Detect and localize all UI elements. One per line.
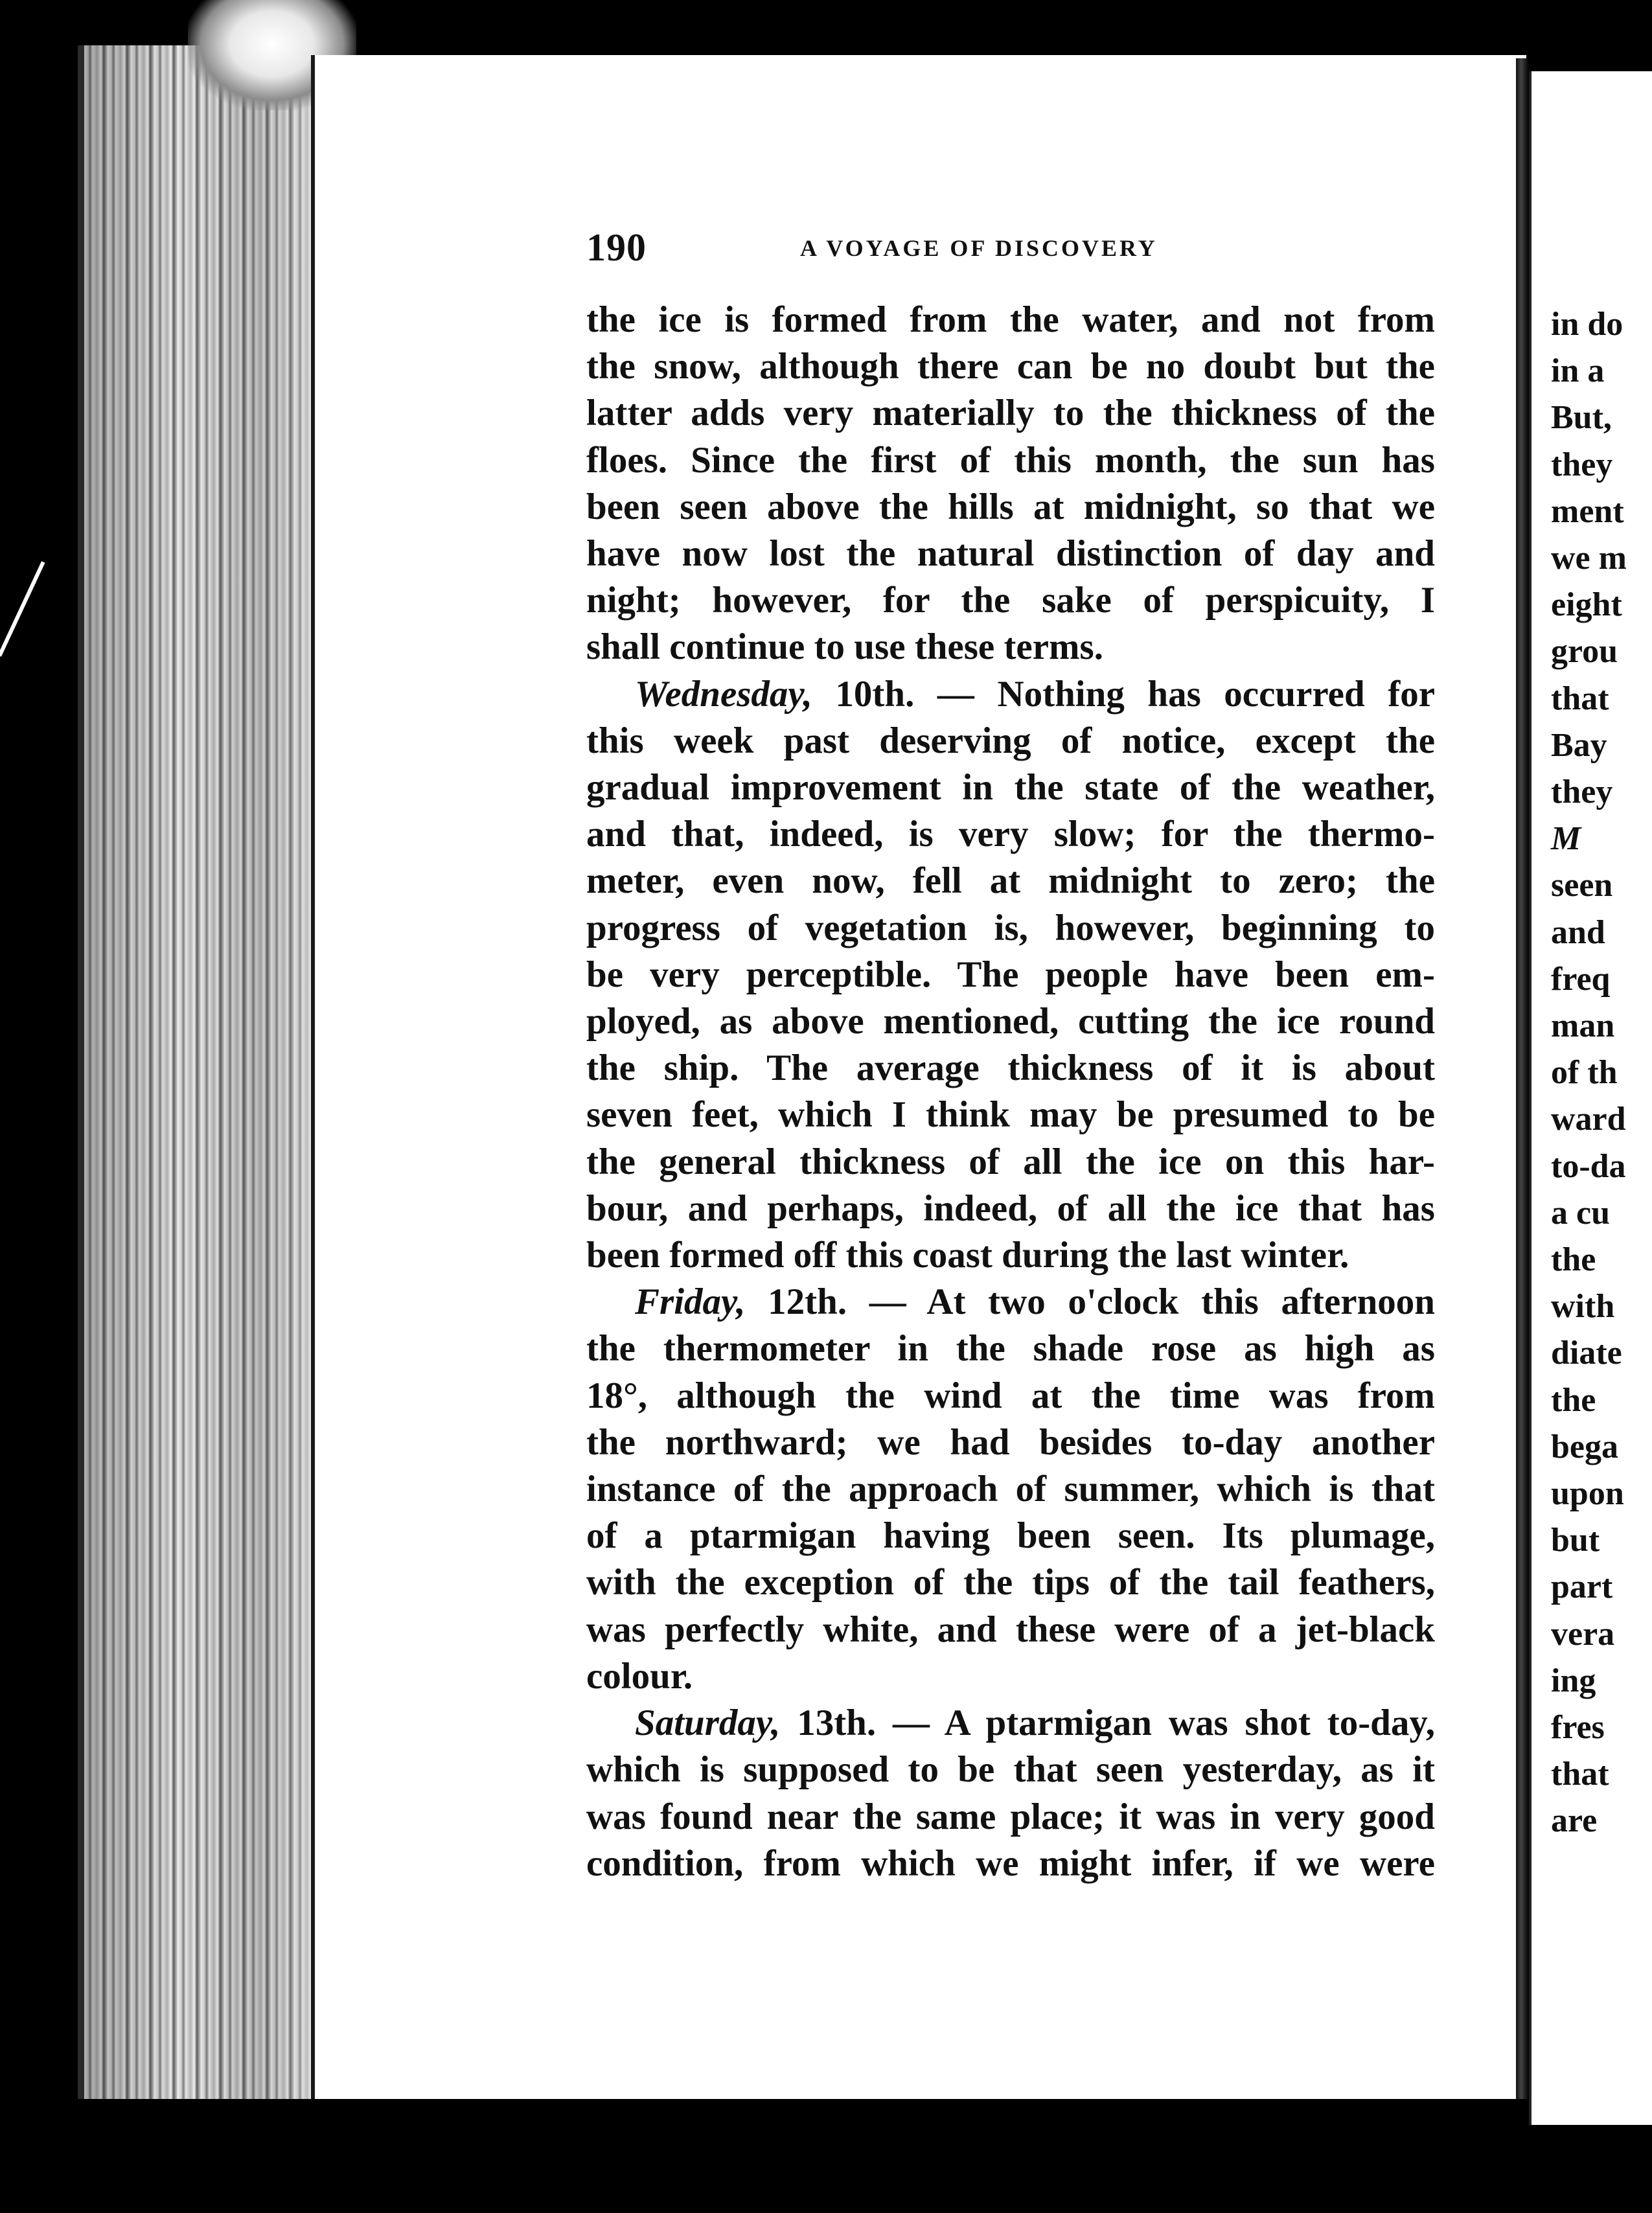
line-text: 18°, although the wind at the time was from: [586, 1375, 1435, 1416]
text-line: [586, 764, 1435, 811]
text-line: [586, 624, 1435, 671]
facing-page-fragment: in do: [1551, 306, 1623, 343]
text-line: [586, 484, 1435, 531]
facing-page-fragment: fres: [1551, 1709, 1605, 1746]
line-text: the snow, although there can be no doubt but the: [586, 346, 1435, 387]
line-text: the northward; we had besides to-day another: [586, 1421, 1435, 1463]
facing-page: [1529, 71, 1652, 2125]
line-text: have now lost the natural distinction of day and: [586, 533, 1435, 575]
text-line: [586, 343, 1435, 390]
line-text: the thermometer in the shade rose as high as: [586, 1328, 1435, 1370]
line-text: meter, even now, fell at midnight to zero; the: [586, 860, 1435, 902]
facing-page-fragment: bega: [1551, 1428, 1618, 1465]
line-text: this week past deserving of notice, except the: [586, 720, 1435, 761]
line-text: was perfectly white, and these were of a jet-black: [586, 1609, 1435, 1650]
facing-page-fragment: are: [1551, 1802, 1598, 1840]
text-line: [586, 1653, 1435, 1700]
line-text: which is supposed to be that seen yesterday, as it: [586, 1749, 1435, 1791]
text-line: [586, 1840, 1435, 1887]
running-head: A VOYAGE OF DISCOVERY: [800, 235, 1158, 261]
text-line: [586, 1700, 1435, 1747]
text-line: [586, 1513, 1435, 1559]
facing-page-fragment: of th: [1551, 1054, 1618, 1092]
text-line: [586, 437, 1435, 484]
page-number: 190: [586, 226, 647, 269]
line-text: 12th. — At two o'clock this afternoon: [745, 1281, 1435, 1323]
line-text: and that, indeed, is very slow; for the thermo-: [586, 814, 1435, 855]
facing-page-fragment: part: [1551, 1568, 1613, 1606]
line-text: colour.: [586, 1655, 693, 1697]
facing-page-fragment: we m: [1551, 540, 1627, 577]
page-edges: [78, 45, 330, 2099]
text-line: [586, 1747, 1435, 1793]
facing-page-fragment: ward: [1551, 1101, 1626, 1138]
facing-page-fragment: Bay: [1551, 726, 1607, 764]
facing-page-fragment: seen: [1551, 867, 1613, 904]
facing-page-fragment: grou: [1551, 633, 1618, 671]
line-text: instance of the approach of summer, which is that: [586, 1469, 1435, 1510]
facing-page-fragment: the: [1551, 1381, 1596, 1419]
line-text: gradual improvement in the state of the weather,: [586, 767, 1435, 808]
facing-page-fragment: vera: [1551, 1615, 1615, 1653]
entry-day: Saturday,: [635, 1703, 781, 1744]
line-text: ployed, as above mentioned, cutting the ice round: [586, 1001, 1435, 1042]
text-line: [586, 811, 1435, 858]
text-line: [586, 1045, 1435, 1092]
text-line: [586, 671, 1435, 718]
facing-page-fragment: M: [1551, 820, 1581, 858]
text-line: [586, 1325, 1435, 1372]
line-text: the ice is formed from the water, and not from: [586, 299, 1435, 340]
text-line: [586, 998, 1435, 1045]
text-line: [586, 297, 1435, 343]
line-text: 13th. — A ptarmigan was shot to-day,: [780, 1703, 1435, 1744]
text-line: [586, 952, 1435, 998]
line-text: been formed off this coast during the last winter.: [586, 1235, 1349, 1276]
gutter: [1516, 58, 1529, 2099]
facing-page-fragment: that: [1551, 1756, 1609, 1793]
text-line: [586, 1559, 1435, 1606]
facing-page-fragment: man: [1551, 1007, 1615, 1044]
text-line: [586, 1607, 1435, 1653]
line-text: bour, and perhaps, indeed, of all the ice that has: [586, 1187, 1435, 1229]
facing-page-fragment: to-da: [1551, 1147, 1626, 1185]
facing-page-fragment: in a: [1551, 352, 1605, 390]
line-text: condition, from which we might infer, if we were: [586, 1842, 1435, 1884]
text-line: [586, 1186, 1435, 1232]
page-header: [586, 225, 1208, 277]
text-line: [586, 1466, 1435, 1513]
text-line: [586, 577, 1435, 624]
text-line: [586, 718, 1435, 764]
line-text: progress of vegetation is, however, beginning to: [586, 907, 1435, 948]
facing-page-fragment: upon: [1551, 1475, 1624, 1512]
line-text: latter adds very materially to the thickness of the: [586, 393, 1435, 434]
facing-page-fragment: they: [1551, 446, 1613, 483]
facing-page-fragment: and: [1551, 913, 1605, 951]
text-line: [586, 905, 1435, 952]
text-line: [586, 1373, 1435, 1419]
facing-page-fragment: diate: [1551, 1335, 1622, 1372]
facing-page-fragment: a cu: [1551, 1194, 1610, 1232]
line-text: was found near the same place; it was in very good: [586, 1796, 1435, 1837]
text-line: [586, 531, 1435, 577]
line-text: be very perceptible. The people have been em-: [586, 954, 1435, 995]
facing-page-fragment: that: [1551, 680, 1609, 717]
text-line: [586, 390, 1435, 437]
facing-page-fragment: but: [1551, 1522, 1600, 1559]
text-line: [586, 1419, 1435, 1466]
line-text: of a ptarmigan having been seen. Its plumage,: [586, 1515, 1435, 1557]
line-text: seven feet, which I think may be presumed to be: [586, 1094, 1435, 1136]
facing-page-fragment: eight: [1551, 586, 1622, 624]
text-line: [586, 1092, 1435, 1138]
text-line: [586, 1139, 1435, 1186]
facing-page-fragment: they: [1551, 774, 1613, 810]
line-text: with the exception of the tips of the tail feathers,: [586, 1562, 1435, 1603]
line-text: night; however, for the sake of perspicuity, I: [586, 580, 1435, 621]
text-line: [586, 1232, 1435, 1279]
facing-page-fragment: ment: [1551, 492, 1624, 530]
facing-page-fragment: But,: [1551, 399, 1612, 437]
text-line: [586, 1794, 1435, 1840]
text-line: [586, 1279, 1435, 1325]
line-text: the general thickness of all the ice on this har-: [586, 1141, 1435, 1182]
facing-page-fragment: with: [1551, 1288, 1615, 1325]
facing-page-fragment: the: [1551, 1241, 1596, 1278]
line-text: shall continue to use these terms.: [586, 626, 1103, 668]
facing-page-fragment: ing: [1551, 1662, 1596, 1699]
body-text: [586, 297, 1435, 1887]
line-text: been seen above the hills at midnight, so that we: [586, 486, 1435, 527]
edge-mark: [0, 561, 45, 657]
line-text: floes. Since the first of this month, the sun has: [586, 439, 1435, 481]
line-text: the ship. The average thickness of it is about: [586, 1048, 1435, 1089]
entry-day: Wednesday,: [635, 673, 812, 715]
text-line: [586, 858, 1435, 904]
facing-page-fragment: freq: [1551, 960, 1611, 998]
entry-day: Friday,: [635, 1281, 746, 1323]
line-text: 10th. — Nothing has occurred for: [812, 673, 1435, 715]
